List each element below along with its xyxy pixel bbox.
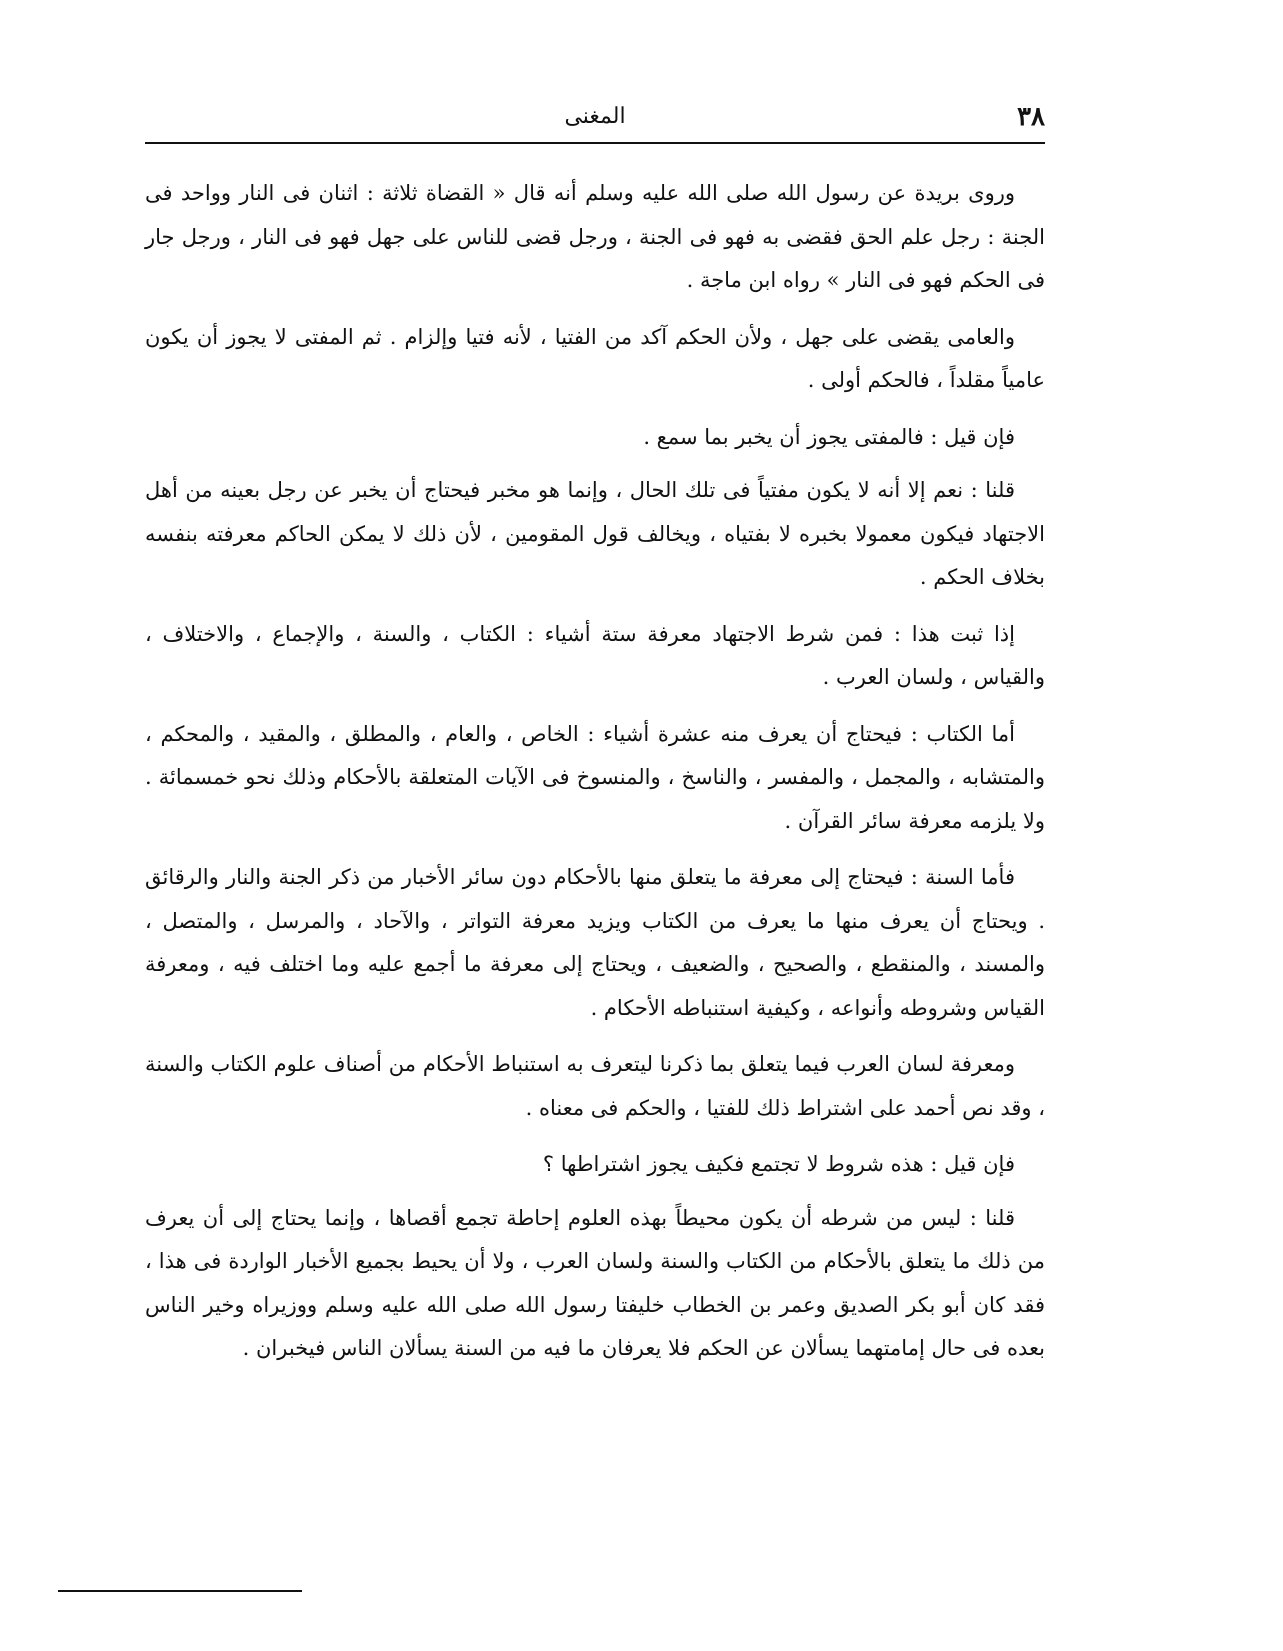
paragraph-4: قلنا : نعم إلا أنه لا يكون مفتياً فى تلك الحال ، وإنما هو مخبر فيحتاج أن يخبر عن رجل بعينه من أهل الاجتهاد فيكون معمولا بخبره لا بفتياه ، ويخالف قول المقومين ، لأن ذلك لا يمكن الحاكم معرفته بنفسه بخلاف الحكم .	[145, 478, 1045, 589]
paragraph-3: فإن قيل : فالمفتى يجوز أن يخبر بما سمع .	[643, 424, 1015, 449]
paragraph-2: والعامى يقضى على جهل ، ولأن الحكم آكد من الفتيا ، لأنه فتيا وإلزام . ثم المفتى لا يجوز أن يكون عامياً مقلداً ، فالحكم أولى .	[145, 324, 1045, 392]
page-number: ٣٨	[1017, 102, 1045, 132]
paragraph-8: ومعرفة لسان العرب فيما يتعلق بما ذكرنا ليتعرف به استنباط الأحكام من أصناف علوم الكتاب والسنة ، وقد نص أحمد على اشتراط ذلك للفتيا ، والحكم فى معناه .	[145, 1052, 1045, 1120]
footnote-rule	[58, 1590, 302, 1592]
paragraph-6: أما الكتاب : فيحتاج أن يعرف منه عشرة أشياء : الخاص ، والعام ، والمطلق ، والمقيد ، والمحكم ، والمتشابه ، والمجمل ، والمفسر ، والناسخ ، والمنسوخ فى الآيات المتعلقة بالأحكام وذلك نحو خمسمائة . ولا يلزمه معرفة سائر القرآن .	[145, 721, 1045, 833]
paragraph-7: فأما السنة : فيحتاج إلى معرفة ما يتعلق منها بالأحكام دون سائر الأخبار من ذكر الجنة والنار والرقائق . ويحتاج أن يعرف منها ما يعرف من الكتاب ويزيد معرفة التواتر ، والآحاد ، والمرسل ، والمتصل ، والمسند ، والمنقطع ، والصحيح ، والضعيف ، ويحتاج إلى معرفة ما أجمع عليه وما اختلف فيه ، ومعرفة القياس وشروطه وأنواعه ، وكيفية استنباطه الأحكام .	[145, 865, 1045, 1020]
body-text	[145, 172, 1045, 1384]
paragraph-10: قلنا : ليس من شرطه أن يكون محيطاً بهذه العلوم إحاطة تجمع أقصاها ، وإنما يحتاج إلى أن يعرف من ذلك ما يتعلق بالأحكام من الكتاب والسنة ولسان العرب ، ولا أن يحيط بجميع الأخبار الواردة فى هذا ، فقد كان أبو بكر الصديق وعمر بن الخطاب خليفتا رسول الله صلى الله عليه وسلم ووزيراه وخير الناس بعده فى حال إمامتهما يسألان عن الحكم فلا يعرفان ما فيه من السنة يسألان الناس فيخبران .	[145, 1205, 1045, 1360]
header-rule	[145, 142, 1045, 144]
running-title: المغنى	[564, 104, 626, 129]
paragraph-1: وروى بريدة عن رسول الله صلى الله عليه وسلم أنه قال « القضاة ثلاثة : اثنان فى النار وواحد فى الجنة : رجل علم الحق فقضى به فهو فى الجنة ، ورجل قضى للناس على جهل فهو فى النار ، ورجل جار فى الحكم فهو فى النار » رواه ابن ماجة .	[145, 181, 1045, 292]
page-header	[145, 96, 1045, 144]
paragraph-9: فإن قيل : هذه شروط لا تجتمع فكيف يجوز اشتراطها ؟	[542, 1152, 1015, 1176]
paragraph-5: إذا ثبت هذا : فمن شرط الاجتهاد معرفة ستة أشياء : الكتاب ، والسنة ، والإجماع ، والاختلاف ، والقياس ، ولسان العرب .	[145, 621, 1045, 689]
